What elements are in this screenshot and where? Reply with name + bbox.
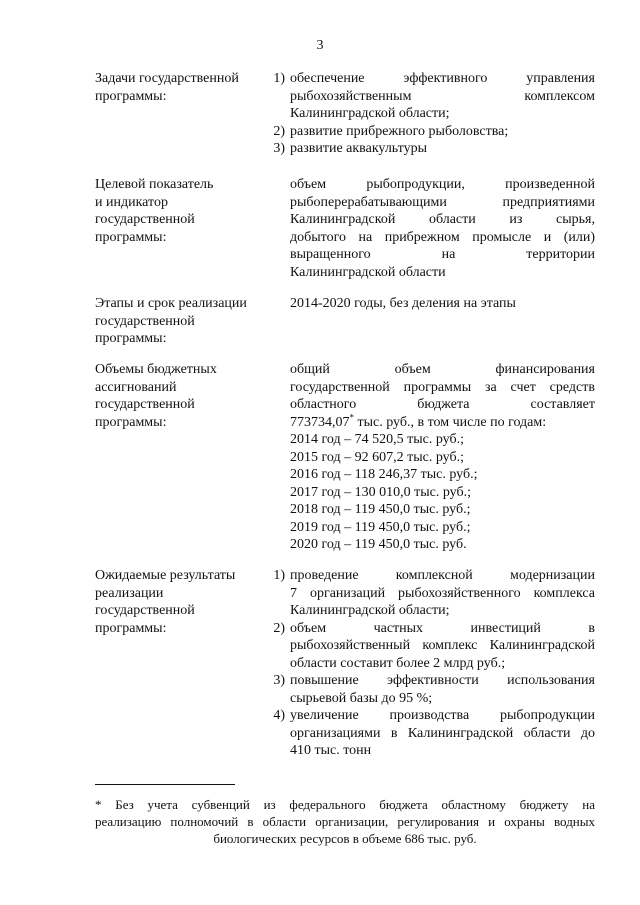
result-item-3 bbox=[273, 672, 595, 707]
result-item-number: 4) bbox=[273, 708, 285, 723]
result-item-line: повышение эффективности использования bbox=[290, 673, 595, 688]
stages-text: 2014-2020 годы, без деления на этапы bbox=[290, 296, 516, 311]
budget-year: 2018 год – 119 450,0 тыс. руб.; bbox=[290, 502, 471, 517]
result-item-4 bbox=[273, 707, 595, 760]
budget-content bbox=[290, 361, 595, 554]
target-line: Калининградской области bbox=[290, 264, 446, 280]
budget-year: 2016 год – 118 246,37 тыс. руб.; bbox=[290, 467, 478, 482]
footnote-line: биологических ресурсов в объеме 686 тыс. руб. bbox=[213, 831, 477, 846]
result-item-line: сырьевой базы до 95 %; bbox=[290, 690, 433, 706]
target-line: Калининградской области из сырья, bbox=[290, 212, 595, 227]
target-label-line: программы: bbox=[95, 229, 167, 245]
target-label-line: государственной bbox=[95, 212, 195, 227]
results-label-line: программы: bbox=[95, 620, 167, 636]
task-item-line: рыбохозяйственным комплексом bbox=[290, 88, 595, 104]
result-item-line: организациями в Калининградской области до bbox=[290, 725, 595, 741]
result-item-number: 2) bbox=[273, 620, 285, 636]
budget-total-value: 773734,07 bbox=[290, 414, 350, 430]
budget-year: 2017 год – 130 010,0 тыс. руб.; bbox=[290, 484, 471, 500]
tasks-label-line: Задачи государственной bbox=[95, 71, 239, 86]
stages-label bbox=[95, 295, 260, 348]
result-item-line: проведение комплексной модернизации bbox=[290, 568, 595, 583]
result-item-line: увеличение производства рыбопродукции bbox=[290, 708, 595, 723]
budget-year: 2014 год – 74 520,5 тыс. руб.; bbox=[290, 432, 464, 447]
budget-label-line: государственной bbox=[95, 397, 195, 412]
results-label-line: Ожидаемые результаты bbox=[95, 568, 236, 583]
budget-label-line: программы: bbox=[95, 414, 167, 430]
task-item-3 bbox=[273, 140, 595, 158]
target-label-line: и индикатор bbox=[95, 194, 168, 210]
task-item-1 bbox=[273, 70, 595, 123]
budget-line: областного бюджета составляет bbox=[290, 397, 595, 412]
target-label bbox=[95, 176, 260, 246]
task-item-line: развитие прибрежного рыболовства; bbox=[290, 123, 509, 139]
budget-year: 2020 год – 119 450,0 тыс. руб. bbox=[290, 537, 467, 552]
results-label bbox=[95, 567, 260, 637]
budget-total-line bbox=[290, 411, 595, 432]
tasks-label-line: программы: bbox=[95, 88, 167, 104]
target-line: выращенного на территории bbox=[290, 247, 595, 262]
budget-line: государственной программы за счет средств bbox=[290, 379, 595, 395]
footnote-divider bbox=[95, 784, 235, 785]
result-item-line: объем частных инвестиций в bbox=[290, 620, 595, 636]
budget-year: 2015 год – 92 607,2 тыс. руб.; bbox=[290, 449, 464, 465]
target-content bbox=[290, 176, 595, 281]
result-item-number: 1) bbox=[273, 568, 285, 583]
result-item-line: Калининградской области; bbox=[290, 603, 450, 618]
result-item-number: 3) bbox=[273, 673, 285, 688]
result-item-1 bbox=[273, 567, 595, 620]
tasks-label bbox=[95, 70, 260, 105]
result-item-line: 7 организаций рыбохозяйственного комплекса bbox=[290, 585, 595, 601]
budget-line: общий объем финансирования bbox=[290, 362, 595, 377]
footnote-line: * Без учета субвенций из федерального бюджета областному бюджету на bbox=[95, 797, 595, 812]
budget-label-line: ассигнований bbox=[95, 379, 177, 395]
task-item-2 bbox=[273, 123, 595, 141]
budget-label-line: Объемы бюджетных bbox=[95, 362, 217, 377]
result-item-line: рыбохозяйственный комплекс Калининградской bbox=[290, 638, 595, 653]
stages-label-line: Этапы и срок реализации bbox=[95, 296, 247, 311]
task-item-number: 3) bbox=[273, 141, 285, 156]
result-item-line: области составит более 2 млрд руб.; bbox=[290, 655, 506, 671]
budget-year: 2019 год – 119 450,0 тыс. руб.; bbox=[290, 519, 471, 535]
page-number: 3 bbox=[316, 38, 324, 53]
result-item-2 bbox=[273, 620, 595, 673]
target-line: объем рыбопродукции, произведенной bbox=[290, 177, 595, 192]
task-item-line: развитие аквакультуры bbox=[290, 141, 427, 156]
task-item-number: 2) bbox=[273, 123, 285, 139]
task-item-number: 1) bbox=[273, 71, 285, 86]
tasks-content bbox=[273, 70, 595, 158]
target-line: добытого на прибрежном промысле и (или) bbox=[290, 229, 595, 245]
task-item-line: обеспечение эффективного управления bbox=[290, 71, 595, 86]
results-label-line: реализации bbox=[95, 585, 164, 601]
task-item-line: Калининградской области; bbox=[290, 106, 450, 121]
results-content bbox=[273, 567, 595, 760]
stages-label-line: государственной bbox=[95, 313, 195, 329]
footnote bbox=[95, 796, 595, 847]
budget-total-suffix: тыс. руб., в том числе по годам: bbox=[354, 414, 547, 430]
results-label-line: государственной bbox=[95, 603, 195, 618]
stages-label-line: программы: bbox=[95, 331, 167, 346]
target-line: рыбоперерабатывающими предприятиями bbox=[290, 194, 595, 210]
footnote-mark: * bbox=[349, 411, 354, 422]
budget-label bbox=[95, 361, 260, 431]
stages-content bbox=[290, 295, 595, 313]
result-item-line: 410 тыс. тонн bbox=[290, 743, 372, 758]
target-label-line: Целевой показатель bbox=[95, 177, 214, 192]
footnote-line: реализацию полномочий в области организации, регулирования и охраны водных bbox=[95, 814, 595, 829]
